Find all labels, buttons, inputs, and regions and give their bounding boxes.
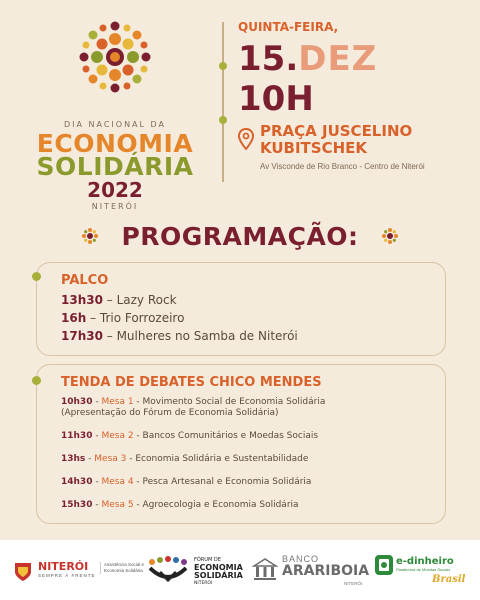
event-date (238, 40, 377, 78)
tenda-topic: - Agroecologia e Economia Solidária (133, 500, 299, 510)
tenda-topic: - Movimento Social de Economia Solidária (133, 397, 326, 407)
tenda-topic: - Bancos Comunitários e Moedas Sociais (133, 431, 319, 441)
tenda-item: 15h30 - Mesa 5 - Agroecologia e Economia Solidária (61, 500, 299, 510)
tenda-mesa: Mesa 1 (101, 397, 134, 407)
e-dinheiro-name: e-dinheiro (396, 556, 454, 567)
tenda-item: 14h30 - Mesa 4 - Pesca Artesanal e Economia Solidária (61, 477, 312, 487)
forum-logo (146, 556, 246, 588)
tenda-section (36, 364, 446, 524)
niteroi-logo (12, 560, 145, 584)
event-logo (20, 20, 210, 211)
tenda-mesa: Mesa 5 (101, 500, 134, 510)
logo-city: NITERÓI (91, 202, 139, 211)
event-address: Av Visconde de Rio Branco - Centro de Niterói (260, 162, 425, 171)
palco-act: – Mulheres no Samba de Niterói (102, 329, 298, 343)
palco-act: – Trio Forrozeiro (86, 311, 185, 325)
section-dot (32, 272, 41, 281)
banco-arariboia-logo (252, 554, 370, 588)
palco-time: 13h30 (61, 293, 103, 307)
niteroi-name: NITERÓI (38, 560, 89, 573)
palco-item (61, 311, 184, 325)
e-dinheiro-subtitle: Plataforma de Moedas Sociais (396, 567, 451, 572)
banco-line1: BANCO (282, 554, 320, 564)
tenda-mesa: Mesa 2 (101, 431, 134, 441)
event-month: DEZ (298, 39, 378, 79)
logo-year: 2022 (87, 178, 143, 202)
e-dinheiro-phone-icon (374, 554, 394, 576)
tenda-topic: - Pesca Artesanal e Economia Solidária (133, 477, 312, 487)
sponsors-footer (0, 540, 480, 600)
tenda-time: 10h30 (61, 397, 93, 407)
event-place-line2: KUBITSCHEK (260, 139, 368, 157)
e-dinheiro-logo (372, 554, 472, 594)
forum-line4: NITERÓI (194, 581, 213, 586)
tenda-item: 11h30 - Mesa 2 - Bancos Comunitários e Moedas Sociais (61, 431, 319, 441)
sun-ornament-icon (382, 228, 398, 244)
tenda-item: 13hs - Mesa 3 - Economia Solidária e Sustentabilidade (61, 454, 309, 464)
palco-section (36, 262, 446, 356)
niteroi-tagline: SEMPRE À FRENTE (38, 573, 96, 578)
divider-dot (219, 116, 227, 124)
e-dinheiro-brasil: Brasil (432, 574, 466, 585)
banco-line3: NITERÓI (344, 581, 363, 586)
tenda-topic-extra: (Apresentação do Fórum de Economia Solidária) (61, 408, 279, 418)
tenda-time: 11h30 (61, 431, 93, 441)
logo-line-economia: ECONOMIA (36, 129, 194, 158)
palco-act: – Lazy Rock (102, 293, 177, 307)
palco-item (61, 329, 298, 343)
palco-time: 16h (61, 311, 87, 325)
niteroi-department: Assistência Social e Economia Solidária (100, 562, 146, 574)
forum-name (194, 556, 243, 588)
logo-subtitle: DIA NACIONAL DA (63, 120, 167, 129)
event-place (260, 123, 412, 157)
tenda-topic: - Economia Solidária e Sustentabilidade (126, 454, 309, 464)
event-place-line1: PRAÇA JUSCELINO (260, 122, 413, 140)
forum-line1: FÓRUM DE (194, 557, 221, 563)
banco-line2: ARARIBOIA (282, 563, 370, 579)
forum-line2: ECONOMIA (194, 563, 243, 572)
programacao-heading: PROGRAMAÇÃO: (121, 222, 359, 251)
tenda-mesa: Mesa 3 (94, 454, 127, 464)
niteroi-crest-icon (12, 560, 34, 582)
tenda-title: TENDA DE DEBATES CHICO MENDES (61, 375, 322, 390)
tenda-time: 13hs (61, 454, 86, 464)
event-day: 15. (238, 39, 299, 79)
tenda-mesa: Mesa 4 (101, 477, 134, 487)
tenda-time: 14h30 (61, 477, 93, 487)
palco-title: PALCO (61, 273, 109, 288)
section-dot (32, 376, 41, 385)
header-divider (222, 22, 224, 182)
divider-dot (219, 62, 227, 70)
tenda-time: 15h30 (61, 500, 93, 510)
event-time: 10H (238, 79, 314, 119)
logo-line-solidaria: SOLIDÁRIA (36, 152, 194, 181)
tenda-item: 10h30 - Mesa 1 - Movimento Social de Economia Solidária (Apresentação do Fórum de Economia Solidária) (61, 397, 326, 418)
palco-time: 17h30 (61, 329, 103, 343)
forum-people-icon (146, 556, 190, 586)
bank-building-icon (252, 556, 278, 582)
palco-item (61, 293, 177, 307)
forum-line3: SOLIDÁRIA (194, 571, 243, 580)
location-pin-icon (238, 128, 254, 150)
flower-logo-icon (78, 20, 152, 94)
event-weekday: QUINTA-FEIRA, (238, 20, 339, 34)
